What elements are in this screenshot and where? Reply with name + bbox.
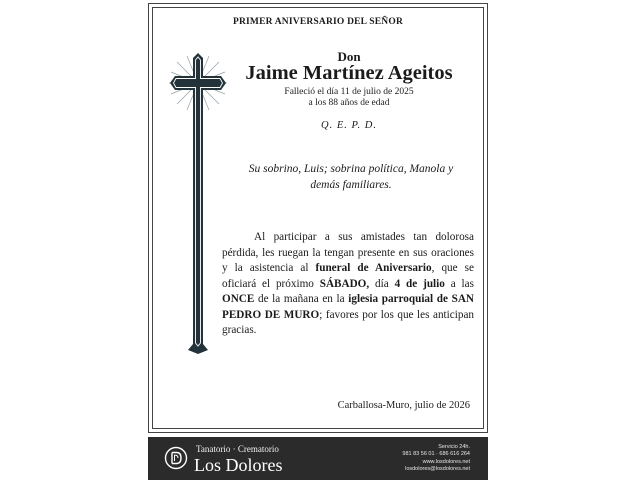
age-at-death: a los 88 años de edad [308, 98, 390, 108]
body-text: , que se oficiará el próximo [222, 262, 474, 290]
event-day: SÁBADO, [319, 277, 370, 290]
body-text: de la mañana en la [254, 293, 349, 305]
los-dolores-logo [164, 446, 188, 470]
brand-name: Los Dolores [194, 455, 283, 475]
deceased-name: Jaime Martínez Ageitos [245, 62, 453, 84]
body-text: día [369, 277, 395, 290]
notice-heading: PRIMER ANIVERSARIO DEL SEÑOR [232, 17, 404, 27]
contact-info [402, 444, 470, 474]
brand-tagline: Tanatorio · Crematorio [196, 444, 279, 454]
body-text: Al participar a sus amistades tan dolorosa pérdida, les ruegan la tengan presente en sus oraciones y la asistencia al [222, 231, 474, 274]
place-date: Carballosa-Muro, julio de 2026 [337, 400, 470, 411]
honorific: Don [337, 49, 361, 64]
email-link[interactable]: losdolores@losdolores.net [405, 466, 470, 473]
website-link[interactable]: www.losdolores.net [422, 458, 470, 465]
death-date: Falleció el día 11 de julio de 2025 [284, 87, 414, 97]
event-time: ONCE [222, 293, 255, 305]
contact-line: Servicio 24h. [438, 444, 470, 450]
event-location: iglesia parroquial de SAN PEDRO DE MURO [222, 293, 474, 321]
announcement-text [222, 230, 474, 339]
contact-line: 981 83 56 01 · 686 616 264 [402, 451, 470, 458]
event-date: 4 de julio [394, 277, 445, 290]
event-type: funeral de Aniversario [315, 262, 432, 274]
family-mourners: Su sobrino, Luis; sobrina política, Manola y demás familiares. [248, 163, 454, 191]
body-text: a las [444, 277, 474, 290]
qepd: Q. E. P. D. [320, 120, 377, 131]
body-text: ; favores por los que les anticipan gracias. [222, 308, 474, 336]
